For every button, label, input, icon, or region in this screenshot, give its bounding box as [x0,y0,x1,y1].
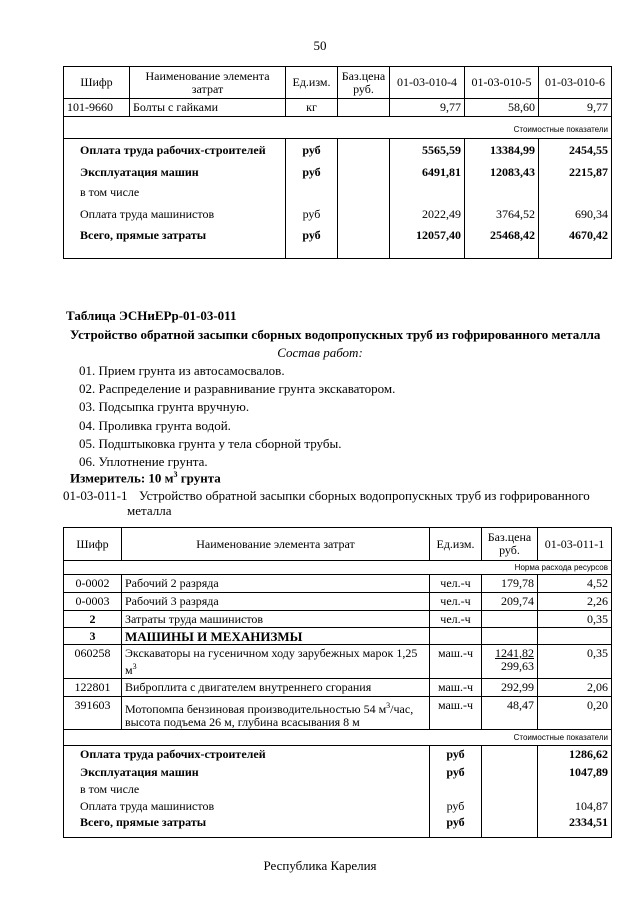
cost-empty [482,816,538,838]
list-item: 03. Подсыпка грунта вручную. [79,399,250,415]
cost-empty [286,183,338,203]
cell-name-text: Мотопомпа бензиновая производительностью 54 м [125,702,387,716]
cell-unit: чел.-ч [430,575,482,593]
cost-empty [338,183,390,203]
cost-row [64,782,612,798]
cost-empty [482,782,538,798]
cost-name: Оплата труда рабочих-строителей [64,139,286,163]
list-item: 05. Подштыковка грунта у тела сборной трубы. [79,435,342,451]
table-1 [63,66,612,259]
cost-name: в том числе [64,782,430,798]
header-col1: 01-03-011-1 [538,528,612,561]
cost-value: 2334,51 [538,816,612,838]
cell-code: 3 [64,628,122,645]
cost-unit: руб [430,816,482,838]
footer-region: Республика Карелия [263,858,377,873]
cost-row [64,139,612,163]
cost-value: 1286,62 [538,746,612,764]
cell-price: 209,74 [482,593,538,611]
cell-value: 0,35 [538,611,612,628]
cost-unit: руб [286,203,338,227]
cell-code: 391603 [64,697,122,730]
page-number: 50 [313,38,327,53]
cell-name: Затраты труда машинистов [122,611,430,628]
cost-row [64,203,612,227]
cost-v3: 4670,42 [539,227,612,259]
table-row [64,611,612,628]
cost-v2: 3764,52 [465,203,539,227]
header-col2: 01-03-010-5 [465,67,539,99]
cell-value: 0,35 [538,645,612,679]
cell-unit: маш.-ч [430,679,482,697]
cost-v2: 25468,42 [465,227,539,259]
cost-value: 1047,89 [538,764,612,782]
cost-empty [338,203,390,227]
cell-v3: 9,77 [539,99,612,117]
cost-empty [338,139,390,163]
cost-unit: руб [286,139,338,163]
cost-row [64,163,612,183]
cell-name: Рабочий 2 разряда [122,575,430,593]
cost-unit: руб [430,764,482,782]
table-row [64,628,612,645]
cell-value: 2,06 [538,679,612,697]
table-row [64,575,612,593]
item-code: 01-03-011-1 [63,488,128,503]
cost-v3: 690,34 [539,203,612,227]
cost-name: Эксплуатация машин [64,764,430,782]
cost-row [64,746,612,764]
section-title: Устройство обратной засыпки сборных водопропускных труб из гофрированного металла [70,327,601,342]
cell-price: 179,78 [482,575,538,593]
cell-value: 4,52 [538,575,612,593]
measure-tail: грунта [177,470,221,486]
cost-empty [465,183,539,203]
cell-price: 48,47 [482,697,538,730]
cost-row [64,798,612,816]
header-col1: 01-03-010-4 [390,67,465,99]
cost-unit: руб [286,227,338,259]
list-item: 06. Уплотнение грунта. [79,454,208,470]
works-list [79,362,395,471]
header-code: Шифр [64,528,122,561]
item-text-line1: Устройство обратной засыпки сборных водопропускных труб из гофрированного [139,488,590,503]
cost-v1: 6491,81 [390,163,465,183]
cell-price [482,611,538,628]
cost-name: Оплата труда машинистов [64,203,286,227]
cell-name: МАШИНЫ И МЕХАНИЗМЫ [122,628,430,645]
cost-value: 104,87 [538,798,612,816]
cell-code: 0-0002 [64,575,122,593]
table-row [64,679,612,697]
item-text-line2: металла [127,503,172,518]
cell-name [122,645,430,679]
header-name: Наименование элемента затрат [122,528,430,561]
cell-name: Болты с гайками [130,99,286,117]
cell-unit: кг [286,99,338,117]
cell-unit: чел.-ч [430,611,482,628]
cost-name: Всего, прямые затраты [64,816,430,838]
cell-price-line1: 1241,82 [495,646,534,660]
cell-unit: чел.-ч [430,593,482,611]
list-item: 01. Прием грунта из автосамосвалов. [79,363,285,378]
measure-label: Измеритель: 10 м [70,470,174,486]
cell-price: 292,99 [482,679,538,697]
cell-code: 122801 [64,679,122,697]
list-item: 02. Распределение и разравнивание грунта экскаватором. [79,381,396,397]
cell-code: 060258 [64,645,122,679]
cost-name: Оплата труда рабочих-строителей [64,746,430,764]
cell-name-text: Экскаваторы на гусеничном ходу зарубежных марок 1,25 м [125,646,418,677]
cost-name: Эксплуатация машин [64,163,286,183]
header-code: Шифр [64,67,130,99]
header-base-price: Баз.цена руб. [338,67,390,99]
cell-code: 101-9660 [64,99,130,117]
cost-row [64,227,612,259]
cell-name: Виброплита с двигателем внутреннего сгорания [122,679,430,697]
cell-name-sup: 3 [132,662,137,671]
cost-name: Оплата труда машинистов [64,798,430,816]
cost-empty [539,183,612,203]
cost-name: Всего, прямые затраты [64,227,286,259]
cell-code: 0-0003 [64,593,122,611]
table-row [64,697,612,730]
cell-price [482,628,538,645]
norm-caption: Норма расхода ресурсов [64,561,612,575]
cell-v2: 58,60 [465,99,539,117]
header-name: Наименование элемента затрат [130,67,286,99]
list-item: 04. Проливка грунта водой. [79,417,231,433]
cost-caption: Стоимостные показатели [64,117,612,139]
cell-price [482,645,538,679]
cost-v2: 13384,99 [465,139,539,163]
cell-price-line2: 299,63 [501,659,534,673]
cost-v3: 2454,55 [539,139,612,163]
cell-unit: маш.-ч [430,697,482,730]
header-col3: 01-03-010-6 [539,67,612,99]
cost-v1: 5565,59 [390,139,465,163]
measure [70,470,221,486]
cell-value [538,628,612,645]
cell-value: 2,26 [538,593,612,611]
cost-v1: 12057,40 [390,227,465,259]
cell-unit: маш.-ч [430,645,482,679]
cell-code: 2 [64,611,122,628]
cost-empty [390,183,465,203]
table-row [64,593,612,611]
header-unit: Ед.изм. [430,528,482,561]
cost-caption: Стоимостные показатели [64,730,612,746]
cost-empty [482,798,538,816]
cell-name [122,697,430,730]
cost-unit: руб [430,798,482,816]
header-unit: Ед.изм. [286,67,338,99]
cost-empty [482,764,538,782]
cell-name-tail: /час, высота подъема 26 м, глубина всасывания 8 м [125,702,414,729]
cost-v2: 12083,43 [465,163,539,183]
cost-v1: 2022,49 [390,203,465,227]
cost-unit: руб [430,746,482,764]
cost-name: в том числе [64,183,286,203]
cell-name: Рабочий 3 разряда [122,593,430,611]
cost-empty [338,163,390,183]
cost-empty [482,746,538,764]
header-base-price: Баз.цена руб. [482,528,538,561]
table-2 [63,527,612,838]
cost-empty [538,782,612,798]
cell-v1: 9,77 [390,99,465,117]
work-caption: Состав работ: [277,345,363,360]
table-row [64,645,612,679]
cost-row [64,764,612,782]
cost-row [64,183,612,203]
cell-value: 0,20 [538,697,612,730]
cell-unit [430,628,482,645]
cost-unit: руб [286,163,338,183]
measure-sup: 3 [173,470,178,479]
table-title: Таблица ЭСНиЕРр-01-03-011 [66,308,237,323]
cost-row [64,816,612,838]
cell-price [338,99,390,117]
cost-empty [338,227,390,259]
cell-name-sup: 3 [386,701,391,710]
cost-empty [430,782,482,798]
item-text [127,488,609,518]
table-row [64,99,612,117]
cost-v3: 2215,87 [539,163,612,183]
